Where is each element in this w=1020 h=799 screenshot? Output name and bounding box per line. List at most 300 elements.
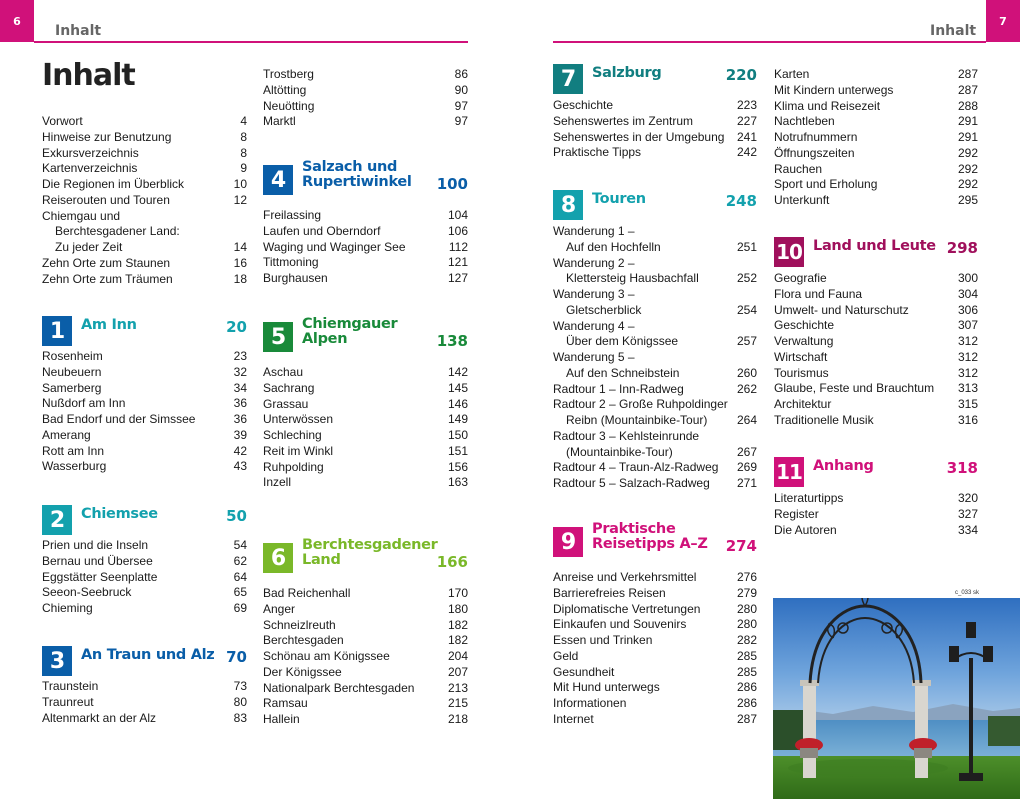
toc-entry[interactable] <box>553 712 757 728</box>
toc-entry[interactable] <box>42 554 247 570</box>
toc-entry[interactable] <box>42 459 247 475</box>
toc-entry-title: Bernau und Übersee <box>42 553 153 568</box>
toc-entry[interactable] <box>42 679 247 695</box>
toc-entry-title: Tourismus <box>774 365 829 380</box>
toc-entry-title: Altenmarkt an der Alz <box>42 710 157 725</box>
left-running-header: Inhalt <box>55 23 102 39</box>
toc-entry-page: 83 <box>233 710 247 725</box>
toc-entry[interactable] <box>42 130 247 146</box>
toc-entry-page: 42 <box>233 443 247 458</box>
toc-entry[interactable] <box>263 712 468 728</box>
section-title[interactable]: Land und Leute <box>813 238 936 254</box>
toc-entry[interactable] <box>553 240 757 256</box>
toc-entry-page: 287 <box>957 82 978 97</box>
toc-entry-title: Laufen und Oberndorf <box>263 223 381 238</box>
toc-entry[interactable] <box>42 396 247 412</box>
toc-entry[interactable] <box>263 586 468 602</box>
toc-entry-title: Radtour 1 – Inn-Radweg <box>553 381 684 396</box>
toc-entry-title: Flora und Fauna <box>774 286 863 301</box>
toc-entry-page: 252 <box>736 271 757 286</box>
right-header-rule <box>553 41 986 43</box>
toc-entry-page: 180 <box>447 601 468 616</box>
toc-entry-title: Neuötting <box>263 98 315 113</box>
toc-entry[interactable] <box>553 256 757 272</box>
toc-entry-title: Inzell <box>263 475 292 490</box>
toc-entry[interactable] <box>263 649 468 665</box>
toc-entry-page: 156 <box>447 459 468 474</box>
toc-entry[interactable] <box>42 349 247 365</box>
toc-entry[interactable] <box>553 271 757 287</box>
toc-entry[interactable] <box>42 193 247 209</box>
toc-entry-title: Hinweise zur Benutzung <box>42 129 172 144</box>
toc-entry-page: 145 <box>447 380 468 395</box>
section-title-line2: Land <box>302 552 341 568</box>
toc-entry-title: Wanderung 3 – <box>553 287 635 301</box>
toc-entry[interactable] <box>553 382 757 398</box>
toc-entry-page: 269 <box>736 460 757 475</box>
toc-entry-title: Die Autoren <box>774 522 837 537</box>
toc-entry-title: Geografie <box>774 271 827 285</box>
toc-entry-title: Marktl <box>263 114 296 129</box>
toc-entry-title: Wanderung 4 – <box>553 318 635 333</box>
toc-entry-title: Berchtesgaden <box>263 633 344 648</box>
section-page: 20 <box>226 318 247 336</box>
toc-entry-title: Barrierefreies Reisen <box>553 585 666 600</box>
left-page-number: 6 <box>0 0 34 42</box>
intro-list <box>42 114 247 287</box>
toc-entry-page: 4 <box>240 114 247 128</box>
toc-entry[interactable] <box>553 287 757 303</box>
toc-entry[interactable] <box>774 287 978 303</box>
toc-entry[interactable] <box>42 381 247 397</box>
toc-entry[interactable] <box>553 429 757 445</box>
toc-entry-page: 295 <box>957 193 978 207</box>
toc-entry[interactable] <box>263 397 468 413</box>
toc-entry[interactable] <box>263 67 468 83</box>
toc-entry-page: 73 <box>233 679 247 693</box>
toc-entry[interactable] <box>553 445 757 461</box>
toc-entry-page: 280 <box>736 617 757 632</box>
toc-entry-title: Zehn Orte zum Träumen <box>42 271 173 286</box>
toc-entry-title: Radtour 3 – Kehlsteinrunde <box>553 428 700 443</box>
toc-entry-page: 286 <box>736 680 757 695</box>
toc-entry[interactable] <box>774 413 978 429</box>
toc-entry[interactable] <box>263 444 468 460</box>
toc-entry-page: 254 <box>736 302 757 317</box>
section-number: 11 <box>774 457 804 487</box>
toc-entry[interactable] <box>42 585 247 601</box>
toc-entry[interactable] <box>263 99 468 115</box>
section-number: 6 <box>263 543 293 573</box>
toc-entry-title: Burghausen <box>263 271 328 285</box>
toc-entry-title: Trostberg <box>263 67 314 81</box>
toc-entry-title: Anger <box>263 601 296 616</box>
toc-entry-page: 14 <box>233 240 247 254</box>
section-title[interactable]: Touren <box>592 191 646 207</box>
toc-entry[interactable] <box>42 428 247 444</box>
section-number: 4 <box>263 165 293 195</box>
toc-entry-page: 282 <box>736 633 757 647</box>
toc-entry[interactable] <box>553 319 757 335</box>
toc-entry-title: Grassau <box>263 396 309 411</box>
toc-entry-title: Schneizlreuth <box>263 617 336 632</box>
toc-entry-title: Vorwort <box>42 114 83 128</box>
toc-entry-page: 97 <box>454 114 468 129</box>
toc-entry-title: Die Regionen im Überblick <box>42 177 185 191</box>
toc-entry[interactable] <box>263 83 468 99</box>
toc-entry-page: 312 <box>957 349 978 364</box>
toc-entry[interactable] <box>553 602 757 618</box>
toc-entry-page: 34 <box>233 380 247 395</box>
section-3-entries <box>42 679 247 726</box>
toc-entry-page: 207 <box>447 664 468 679</box>
toc-entry-title: Zehn Orte zum Staunen <box>42 255 171 270</box>
toc-entry-page: 62 <box>233 553 247 568</box>
toc-entry[interactable] <box>263 114 468 130</box>
section-6 <box>263 538 468 728</box>
toc-entry[interactable] <box>553 476 757 492</box>
toc-entry[interactable] <box>553 334 757 350</box>
toc-entry[interactable] <box>42 161 247 177</box>
toc-entry-page: 279 <box>736 585 757 600</box>
toc-entry-title: Der Königssee <box>263 664 342 679</box>
toc-entry[interactable] <box>774 350 978 366</box>
toc-entry-title: Auf den Schneibstein <box>566 365 680 380</box>
toc-entry[interactable] <box>553 617 757 633</box>
toc-entry[interactable] <box>774 507 978 523</box>
toc-entry-title: Register <box>774 506 819 521</box>
toc-entry-title: Internet <box>553 711 594 726</box>
toc-entry[interactable] <box>42 570 247 586</box>
section-2-entries <box>42 538 247 617</box>
toc-entry-title: Bad Endorf und der Simssee <box>42 412 196 426</box>
toc-entry-page: 251 <box>736 239 757 254</box>
section-title[interactable]: Salzburg <box>592 65 662 81</box>
toc-entry-title: Notrufnummern <box>774 130 858 144</box>
toc-entry-title: Gesundheit <box>553 664 615 679</box>
toc-entry-title: Chiemgau und <box>42 208 121 223</box>
toc-entry-page: 8 <box>240 145 247 160</box>
toc-entry-title: Radtour 4 – Traun-Alz-Radweg <box>553 460 719 475</box>
toc-entry[interactable] <box>42 695 247 711</box>
toc-entry[interactable] <box>42 209 247 225</box>
toc-entry[interactable] <box>774 146 978 162</box>
toc-entry[interactable] <box>774 114 978 130</box>
toc-entry[interactable] <box>553 98 757 114</box>
toc-entry[interactable] <box>263 412 468 428</box>
toc-entry-page: 300 <box>957 271 978 285</box>
toc-entry-page: 18 <box>233 271 247 286</box>
toc-entry-title: Diplomatische Vertretungen <box>553 601 701 616</box>
section-page: 298 <box>946 239 978 257</box>
toc-entry-title: Anreise und Verkehrsmittel <box>553 570 697 584</box>
toc-entry-page: 43 <box>233 459 247 474</box>
toc-entry-page: 307 <box>957 318 978 333</box>
toc-entry-title: Zu jeder Zeit <box>55 240 123 254</box>
toc-entry-title: Schönau am Königssee <box>263 649 390 663</box>
toc-entry[interactable] <box>42 114 247 130</box>
toc-entry[interactable] <box>553 633 757 649</box>
toc-entry-title: Sport und Erholung <box>774 177 878 192</box>
section-page: 138 <box>436 332 468 350</box>
toc-entry-page: 12 <box>233 192 247 207</box>
toc-entry[interactable] <box>774 397 978 413</box>
toc-entry-title: Karten <box>774 67 810 81</box>
toc-entry[interactable] <box>553 665 757 681</box>
toc-entry[interactable] <box>774 162 978 178</box>
section-title-line1: Chiemgauer <box>302 316 398 332</box>
toc-entry[interactable] <box>263 633 468 649</box>
toc-entry-title: Amerang <box>42 427 91 442</box>
toc-entry-page: 86 <box>454 67 468 81</box>
section-title[interactable]: Anhang <box>813 458 874 474</box>
toc-entry[interactable] <box>42 365 247 381</box>
toc-entry-page: 54 <box>233 538 247 552</box>
toc-entry-page: 260 <box>736 365 757 380</box>
toc-entry[interactable] <box>42 412 247 428</box>
toc-entry[interactable] <box>774 334 978 350</box>
toc-entry-page: 182 <box>447 633 468 648</box>
toc-entry[interactable] <box>774 318 978 334</box>
section-number: 8 <box>553 190 583 220</box>
section-page: 318 <box>946 459 978 477</box>
toc-entry[interactable] <box>774 67 978 83</box>
toc-entry[interactable] <box>263 696 468 712</box>
toc-entry-page: 287 <box>736 711 757 726</box>
section-6-entries <box>263 586 468 728</box>
photo-illustration <box>773 598 1020 799</box>
toc-entry[interactable] <box>263 365 468 381</box>
toc-entry[interactable] <box>42 444 247 460</box>
toc-entry[interactable] <box>553 570 757 586</box>
toc-entry[interactable] <box>774 193 978 209</box>
toc-entry[interactable] <box>263 381 468 397</box>
toc-entry[interactable] <box>774 83 978 99</box>
toc-entry-title: Ruhpolding <box>263 459 324 474</box>
section-page: 220 <box>725 66 757 84</box>
section-5 <box>263 317 468 491</box>
toc-entry[interactable] <box>553 350 757 366</box>
toc-entry[interactable] <box>263 271 468 287</box>
toc-entry-title: Verwaltung <box>774 334 834 348</box>
toc-entry-title: Wanderung 2 – <box>553 255 635 270</box>
toc-entry[interactable] <box>263 208 468 224</box>
toc-entry[interactable] <box>774 177 978 193</box>
toc-entry-page: 334 <box>957 522 978 537</box>
section-number: 9 <box>553 527 583 557</box>
toc-entry-title: Nachtleben <box>774 114 835 129</box>
section-number: 7 <box>553 64 583 94</box>
right-running-header: Inhalt <box>930 23 977 39</box>
toc-entry-title: Seeon-Seebruck <box>42 585 132 600</box>
toc-entry[interactable] <box>774 130 978 146</box>
section-9 <box>553 522 757 728</box>
toc-entry[interactable] <box>553 303 757 319</box>
toc-entry[interactable] <box>774 303 978 319</box>
toc-entry-page: 292 <box>957 161 978 176</box>
toc-entry[interactable] <box>553 586 757 602</box>
section-9-entries <box>553 570 757 728</box>
toc-entry-title: Radtour 5 – Salzach-Radweg <box>553 476 710 490</box>
toc-entry-page: 320 <box>957 491 978 505</box>
toc-entry-page: 316 <box>957 412 978 427</box>
toc-entry-title: Klettersteig Hausbachfall <box>566 271 699 286</box>
toc-entry-title: Literaturtipps <box>774 491 844 505</box>
toc-entry-page: 271 <box>736 476 757 490</box>
toc-entry[interactable] <box>553 397 757 413</box>
photo-chiemsee-gate <box>773 598 1020 799</box>
toc-entry-title: Glaube, Feste und Brauchtum <box>774 381 935 396</box>
toc-entry-page: 312 <box>957 365 978 380</box>
toc-entry[interactable] <box>42 240 247 256</box>
toc-entry-page: 213 <box>447 680 468 695</box>
toc-entry-title: Reiserouten und Touren <box>42 192 170 207</box>
toc-entry[interactable] <box>774 381 978 397</box>
toc-entry[interactable] <box>42 711 247 727</box>
toc-entry-page: 163 <box>447 475 468 490</box>
toc-entry-title: Mit Hund unterwegs <box>553 680 660 695</box>
toc-entry[interactable] <box>263 240 468 256</box>
toc-entry-page: 327 <box>957 506 978 521</box>
toc-entry-title: Wanderung 5 – <box>553 350 635 364</box>
toc-entry[interactable] <box>553 649 757 665</box>
section-page: 248 <box>725 192 757 210</box>
toc-entry-page: 97 <box>454 98 468 113</box>
toc-entry-page: 286 <box>736 696 757 710</box>
toc-entry-page: 285 <box>736 648 757 663</box>
toc-entry-page: 227 <box>736 113 757 128</box>
toc-entry-title: Bad Reichenhall <box>263 586 351 600</box>
section-page: 100 <box>436 175 468 193</box>
toc-entry[interactable] <box>774 99 978 115</box>
toc-entry[interactable] <box>553 130 757 146</box>
toc-entry[interactable] <box>553 224 757 240</box>
toc-entry-page: 291 <box>957 130 978 144</box>
section-number: 2 <box>42 505 72 535</box>
toc-entry[interactable] <box>42 177 247 193</box>
toc-entry-title: Aschau <box>263 365 304 379</box>
toc-entry[interactable] <box>263 255 468 271</box>
section-page: 70 <box>226 648 247 666</box>
toc-entry[interactable] <box>263 681 468 697</box>
toc-entry-page: 223 <box>736 98 757 112</box>
toc-entry-title: Einkaufen und Souvenirs <box>553 617 687 632</box>
toc-entry-page: 9 <box>240 161 247 176</box>
toc-entry-page: 8 <box>240 129 247 144</box>
toc-entry-page: 276 <box>736 570 757 584</box>
toc-entry-page: 312 <box>957 334 978 348</box>
toc-entry[interactable] <box>42 146 247 162</box>
toc-entry-page: 106 <box>447 223 468 238</box>
toc-entry-page: 170 <box>447 586 468 600</box>
toc-entry-page: 288 <box>957 98 978 113</box>
toc-entry[interactable] <box>263 460 468 476</box>
toc-entry[interactable] <box>42 272 247 288</box>
toc-entry-title: Über dem Königssee <box>566 334 679 349</box>
toc-entry-title: Reit im Winkl <box>263 443 334 458</box>
toc-entry[interactable] <box>263 618 468 634</box>
section-number: 3 <box>42 646 72 676</box>
toc-entry[interactable] <box>42 224 247 240</box>
toc-entry[interactable] <box>263 224 468 240</box>
toc-entry-title: Geschichte <box>774 318 835 333</box>
section-7 <box>553 59 757 161</box>
toc-entry-title: Chieming <box>42 601 93 615</box>
toc-entry-page: 69 <box>233 601 247 615</box>
toc-entry[interactable] <box>553 413 757 429</box>
section-4 <box>263 160 468 287</box>
toc-entry-page: 146 <box>447 396 468 411</box>
toc-entry-title: Wirtschaft <box>774 349 828 364</box>
toc-entry-title: Freilassing <box>263 208 322 222</box>
toc-entry-title: Tittmoning <box>263 255 319 270</box>
toc-entry[interactable] <box>42 256 247 272</box>
photo-credit-code: c_033 sk <box>955 590 980 596</box>
toc-entry[interactable] <box>553 460 757 476</box>
toc-entry[interactable] <box>263 665 468 681</box>
toc-entry-title: Essen und Trinken <box>553 633 653 647</box>
toc-entry-page: 39 <box>233 427 247 442</box>
toc-entry-title: Ramsau <box>263 696 308 711</box>
toc-entry-title: Waging und Waginger See <box>263 239 406 254</box>
toc-entry-page: 65 <box>233 585 247 600</box>
toc-entry-page: 64 <box>233 569 247 584</box>
toc-entry[interactable] <box>42 538 247 554</box>
section-8 <box>553 185 757 492</box>
toc-entry-page: 304 <box>957 286 978 301</box>
toc-entry[interactable] <box>774 491 978 507</box>
section-11 <box>774 452 978 538</box>
toc-entry-page: 16 <box>233 255 247 270</box>
toc-entry-title: Architektur <box>774 397 832 411</box>
toc-entry-page: 150 <box>447 428 468 442</box>
toc-entry-title: Sehenswertes im Zentrum <box>553 113 694 128</box>
toc-entry[interactable] <box>774 271 978 287</box>
section-1-entries <box>42 349 247 475</box>
toc-entry-page: 80 <box>233 694 247 709</box>
toc-entry-page: 121 <box>447 255 468 270</box>
toc-entry-page: 204 <box>447 649 468 663</box>
toc-entry-title: Prien und die Inseln <box>42 538 149 552</box>
toc-entry-page: 23 <box>233 349 247 363</box>
toc-entry[interactable] <box>553 114 757 130</box>
toc-entry[interactable] <box>553 696 757 712</box>
toc-entry-title: Informationen <box>553 696 627 710</box>
section-title-line1: Salzach und <box>302 159 398 175</box>
toc-entry-page: 112 <box>448 239 468 254</box>
section-title[interactable]: Chiemsee <box>81 506 158 522</box>
toc-entry[interactable] <box>263 428 468 444</box>
toc-entry[interactable] <box>263 475 468 491</box>
toc-entry[interactable] <box>553 145 757 161</box>
right-page-number: 7 <box>986 0 1020 42</box>
toc-entry-title: Traunstein <box>42 679 99 693</box>
toc-entry-title: Nußdorf am Inn <box>42 396 126 411</box>
toc-entry-page: 264 <box>736 413 757 427</box>
section-title[interactable]: An Traun und Alz <box>81 647 215 663</box>
toc-entry[interactable] <box>42 601 247 617</box>
toc-entry-page: 90 <box>454 82 468 97</box>
toc-entry-title: Wasserburg <box>42 459 107 474</box>
toc-entry[interactable] <box>553 366 757 382</box>
toc-entry[interactable] <box>553 680 757 696</box>
section-9-continued <box>774 67 978 209</box>
toc-entry[interactable] <box>774 523 978 539</box>
toc-entry[interactable] <box>263 602 468 618</box>
toc-entry-page: 32 <box>233 364 247 379</box>
section-title[interactable]: Am Inn <box>81 317 137 333</box>
toc-entry[interactable] <box>774 366 978 382</box>
